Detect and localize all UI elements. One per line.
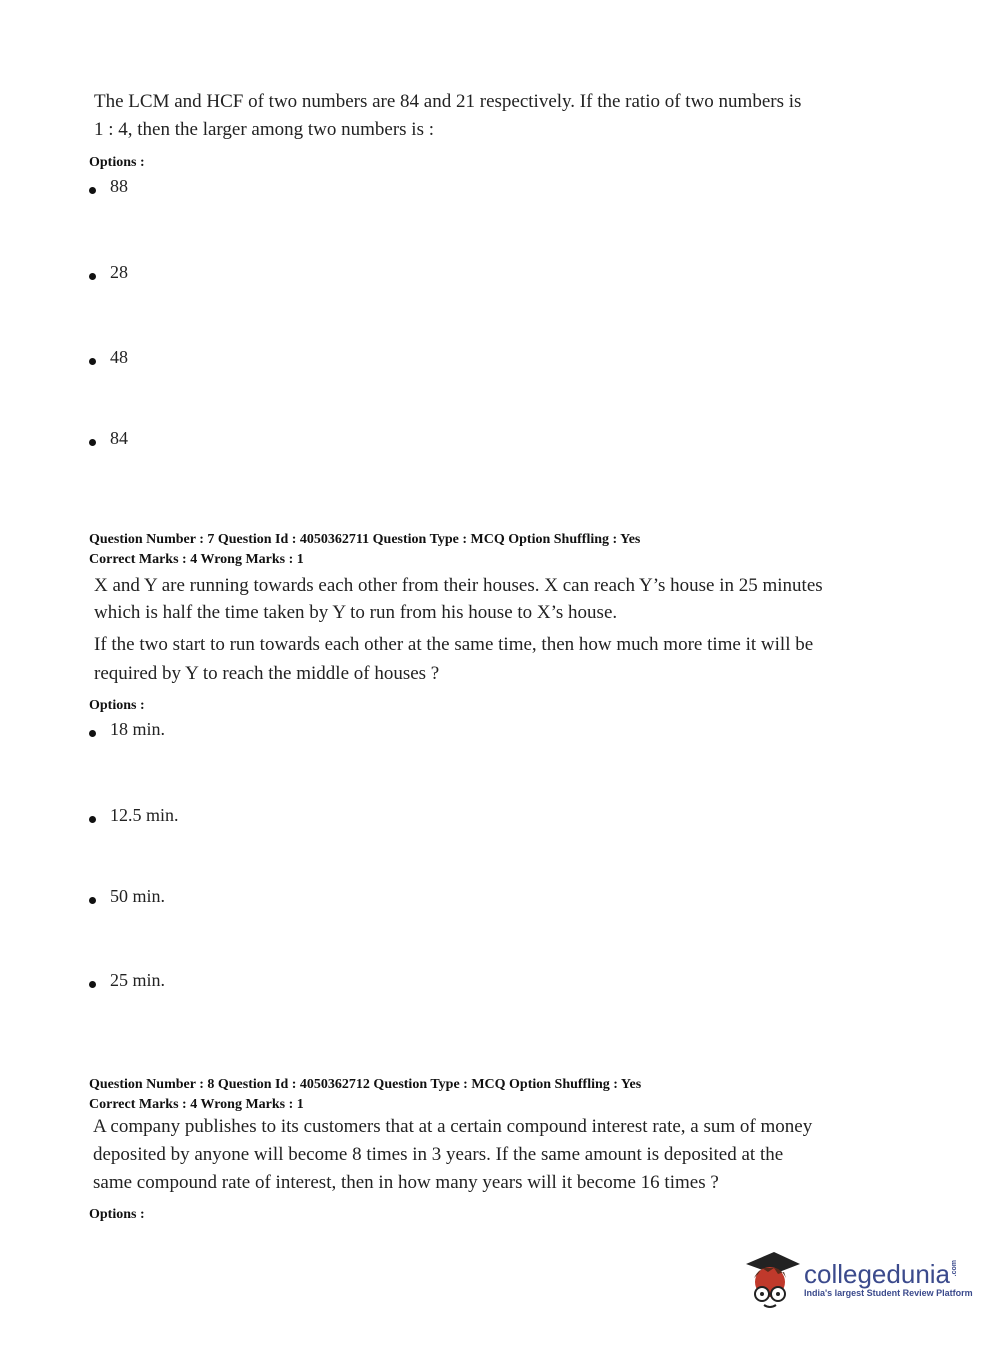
q7-option-1: 18 min. xyxy=(89,719,165,740)
bullet-icon xyxy=(89,439,96,446)
q7-text-line-3: If the two start to run towards each other at the same time, then how much more time it will be xyxy=(94,634,814,655)
q8-meta-line-2: Correct Marks : 4 Wrong Marks : 1 xyxy=(89,1097,304,1112)
bullet-icon xyxy=(89,358,96,365)
logo-suffix: .com xyxy=(951,1260,959,1277)
q7-option-3: 50 min. xyxy=(89,886,165,907)
q8-meta-line-1: Question Number : 8 Question Id : 4050362712 Question Type : MCQ Option Shuffling : Yes xyxy=(89,1077,642,1092)
q8-text-line-1: A company publishes to its customers that at a certain compound interest rate, a sum of money xyxy=(93,1116,813,1137)
q6-option-2: 28 xyxy=(89,262,128,283)
q6-option-4: 84 xyxy=(89,428,128,449)
q7-option-4: 25 min. xyxy=(89,970,165,991)
mascot-icon xyxy=(740,1248,802,1310)
bullet-icon xyxy=(89,816,96,823)
q7-text-line-1: X and Y are running towards each other from their houses. X can reach Y’s house in 25 minutes xyxy=(94,575,823,596)
q7-text-line-4: required by Y to reach the middle of houses ? xyxy=(94,663,440,684)
q8-text-line-2: deposited by anyone will become 8 times in 3 years. If the same amount is deposited at the xyxy=(93,1144,784,1165)
logo-wordmark: collegedunia xyxy=(804,1259,951,1289)
q7-option-2: 12.5 min. xyxy=(89,805,179,826)
bullet-icon xyxy=(89,730,96,737)
q6-options-label: Options : xyxy=(89,155,145,170)
q6-option-1: 88 xyxy=(89,176,128,197)
q7-options-label: Options : xyxy=(89,698,145,713)
q8-options-label: Options : xyxy=(89,1207,145,1222)
q6-option-3: 48 xyxy=(89,347,128,368)
q7-text-line-2: which is half the time taken by Y to run from his house to X’s house. xyxy=(94,602,618,623)
q6-text-line-2: 1 : 4, then the larger among two numbers is : xyxy=(94,119,435,140)
q6-text-line-1: The LCM and HCF of two numbers are 84 and 21 respectively. If the ratio of two numbers is xyxy=(94,91,802,112)
bullet-icon xyxy=(89,897,96,904)
logo-tagline: India's largest Student Review Platform xyxy=(804,1288,973,1298)
bullet-icon xyxy=(89,981,96,988)
q8-text-line-3: same compound rate of interest, then in how many years will it become 16 times ? xyxy=(93,1172,719,1193)
q7-meta-line-1: Question Number : 7 Question Id : 4050362711 Question Type : MCQ Option Shuffling : Yes xyxy=(89,532,641,547)
collegedunia-logo xyxy=(740,1248,973,1310)
bullet-icon xyxy=(89,187,96,194)
bullet-icon xyxy=(89,273,96,280)
q7-meta-line-2: Correct Marks : 4 Wrong Marks : 1 xyxy=(89,552,304,567)
